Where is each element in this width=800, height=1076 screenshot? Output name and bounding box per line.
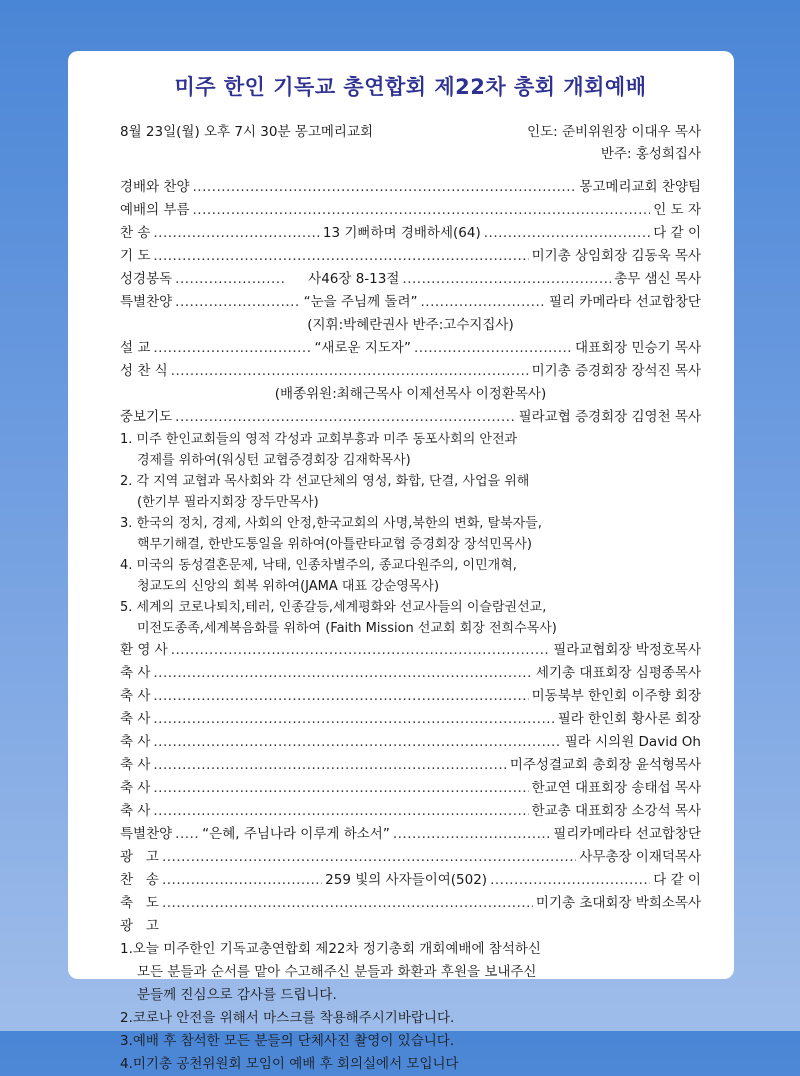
program2-row: 환 영 사 ..... 필라교협회장 박정호목사: [120, 639, 701, 662]
notice-item: 4.미기총 공천위원회 모임이 예배 후 회의실에서 모입니다: [120, 1056, 459, 1072]
program2-row: 축 사 ..... 한교총 대표회장 소강석 목사: [120, 800, 701, 823]
prayer-item: 4. 미국의 동성결혼문제, 낙태, 인종차별주의, 종교다원주의, 이민개혁, 청교도의 신앙의 회복 위하여(JAMA 대표 강순영목사): [120, 558, 517, 594]
benediction-row: 축 도 ..... 미기총 초대회장 박희소목사: [120, 892, 701, 915]
communion-row: 성 찬 식 ..... 미기총 증경회장 장석진 목사: [120, 360, 701, 383]
program2-row: 축 사 ..... 미동북부 한인회 이주향 회장: [120, 685, 701, 708]
program2-row: 축 사 ..... 한교연 대표회장 송태섭 목사: [120, 777, 701, 800]
program-row: 기 도 ..... 미기총 상임회장 김동욱 목사: [120, 245, 701, 268]
leader: 인도: 준비위원장 이대우 목사: [527, 124, 701, 140]
program2-row: 축 사 ..... 필라 시의원 David Oh: [120, 731, 701, 754]
special2-row: 특별찬양 ..... “은혜, 주님나라 이루게 하소서” ..... 필리카메라타 선교합창단: [120, 823, 701, 846]
prayer-item: 5. 세계의 코로나퇴치,테러, 인종갈등,세계평화와 선교사들의 이슬람권선교, 미전도종족,세계복음화를 위하여 (Faith Mission 선교회 회장 전희수목사): [120, 600, 557, 636]
ad1-row: 광 고 ..... 사무총장 이재덕목사: [120, 846, 701, 869]
notice-item: 3.예배 후 참석한 모든 분들의 단체사진 촬영이 있습니다.: [120, 1033, 455, 1049]
sermon-row: 설 교 ..... “새로운 지도자” ..... 대표회장 민승기 목사: [120, 337, 701, 360]
prayer-item: 2. 각 지역 교협과 목사회와 각 선교단체의 영성, 화합, 단결, 사업을 위해 (한기부 필라지회장 장두만목사): [120, 474, 530, 510]
program2-row: 축 사 ..... 미주성결교회 총회장 윤석형목사: [120, 754, 701, 777]
special-note: (지휘:박혜란권사 반주:고수지집사): [307, 317, 514, 333]
communion-note: (배종위원:최해근목사 이제선목사 이정환목사): [274, 386, 547, 402]
prayer-item: 3. 한국의 정치, 경제, 사회의 안정,한국교회의 사명,북한의 변화, 탈북자들, 핵무기해결, 한반도통일을 위하여(아틀란타교협 증경회장 장석민목사): [120, 516, 542, 552]
notice-item: 1.오늘 미주한인 기독교총연합회 제22차 정기총회 개회예배에 참석하신 모든 분들과 순서를 맡아 수고해주신 분들과 화환과 후원을 보내주신 분들께 진심으로 감사를 드립니다.: [120, 941, 541, 1003]
program-row: 성경봉독 ..... 사46장 8-13절 ..... 총무 샘신 목사: [120, 268, 701, 291]
program2-row: 축 사 ..... 필라 한인회 황사론 회장: [120, 708, 701, 731]
header-line: [120, 121, 701, 143]
program-row: 특별찬양 ..... “눈을 주님께 돌려” ..... 필리 카메라타 선교합창단: [120, 291, 701, 314]
program-row: 찬 송 ..... 13 기뻐하며 경배하세(64) ..... 다 같 이: [120, 222, 701, 245]
date-place: 8월 23일(월) 오후 7시 30분 몽고메리교회: [120, 124, 374, 140]
program-row: 예배의 부름 ..... 인 도 자: [120, 199, 701, 222]
intercession-row: 중보기도 ..... 필라교협 증경회장 김영천 목사: [120, 406, 701, 429]
prayer-item: 1. 미주 한인교회들의 영적 각성과 교회부흥과 미주 동포사회의 안전과 경제를 위하여(워싱턴 교협증경회장 김재학목사): [120, 432, 518, 468]
hymn2-row: 찬 송 ..... 259 빛의 사자들이여(502) ..... 다 같 이: [120, 869, 701, 892]
page-title: 미주 한인 기독교 총연합회 제22차 총회 개회예배: [174, 75, 647, 99]
program-row: 경배와 찬양 ..... 몽고메리교회 찬양팀: [120, 176, 701, 199]
program-card: [68, 51, 734, 1072]
notice-item: 2.코로나 안전을 위해서 마스크를 착용해주시기바랍니다.: [120, 1010, 455, 1026]
ad-label: 광 고: [120, 918, 159, 934]
accompanist: 반주: 홍성희집사: [600, 146, 701, 162]
program2-row: 축 사 ..... 세기총 대표회장 심평종목사: [120, 662, 701, 685]
